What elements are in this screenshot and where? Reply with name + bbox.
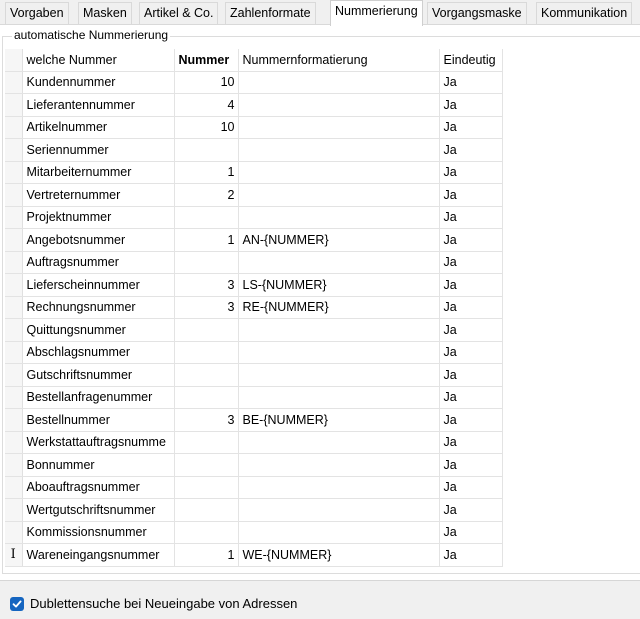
row-header[interactable]	[5, 521, 22, 544]
column-header-eindeutig[interactable]: Eindeutig	[439, 49, 502, 71]
row-header-corner	[5, 49, 22, 71]
tab-strip	[0, 0, 640, 25]
table-row[interactable]	[5, 409, 502, 432]
cell-eindeutig[interactable]: Ja	[439, 431, 502, 454]
cell-eindeutig[interactable]: Ja	[439, 184, 502, 207]
duplicate-search-label[interactable]: Dublettensuche bei Neueingabe von Adressen	[30, 596, 298, 611]
cell-eindeutig[interactable]: Ja	[439, 341, 502, 364]
cell-nummernformatierung[interactable]: LS-{NUMMER}	[238, 274, 439, 297]
table-row[interactable]	[5, 499, 502, 522]
cell-nummernformatierung[interactable]	[238, 161, 439, 184]
table-row[interactable]	[5, 94, 502, 117]
row-header[interactable]	[5, 94, 22, 117]
tab-vorgaben[interactable]: Vorgaben	[5, 2, 69, 24]
cell-nummer[interactable]	[174, 139, 238, 162]
cell-eindeutig[interactable]: Ja	[439, 544, 502, 567]
cell-nummernformatierung[interactable]: AN-{NUMMER}	[238, 229, 439, 252]
numbering-grid[interactable]	[5, 49, 503, 567]
table-row[interactable]	[5, 161, 502, 184]
table-row[interactable]	[5, 71, 502, 94]
cell-eindeutig[interactable]: Ja	[439, 206, 502, 229]
table-row[interactable]	[5, 229, 502, 252]
cell-nummer[interactable]: 1	[174, 161, 238, 184]
table-row[interactable]	[5, 251, 502, 274]
cell-eindeutig[interactable]: Ja	[439, 274, 502, 297]
cell-nummer[interactable]: 3	[174, 274, 238, 297]
cell-nummernformatierung[interactable]	[238, 319, 439, 342]
table-row[interactable]	[5, 206, 502, 229]
cell-eindeutig[interactable]: Ja	[439, 296, 502, 319]
cell-eindeutig[interactable]: Ja	[439, 319, 502, 342]
cell-welche-nummer[interactable]: Bestellnummer	[22, 409, 174, 432]
row-header[interactable]	[5, 206, 22, 229]
row-header[interactable]	[5, 409, 22, 432]
cell-nummernformatierung[interactable]	[238, 94, 439, 117]
cell-welche-nummer[interactable]: Mitarbeiternummer	[22, 161, 174, 184]
cell-welche-nummer[interactable]: Aboauftragsnummer	[22, 476, 174, 499]
table-row[interactable]	[5, 116, 502, 139]
cell-eindeutig[interactable]: Ja	[439, 499, 502, 522]
cell-nummer[interactable]	[174, 364, 238, 387]
cell-welche-nummer[interactable]: Quittungsnummer	[22, 319, 174, 342]
cell-nummer[interactable]: 1	[174, 544, 238, 567]
table-row[interactable]	[5, 341, 502, 364]
cell-nummer[interactable]: 10	[174, 71, 238, 94]
row-header[interactable]	[5, 184, 22, 207]
row-header[interactable]	[5, 251, 22, 274]
cell-welche-nummer[interactable]: Seriennummer	[22, 139, 174, 162]
column-header-nummer[interactable]: Nummer	[174, 49, 238, 71]
table-row[interactable]	[5, 364, 502, 387]
cell-eindeutig[interactable]: Ja	[439, 71, 502, 94]
cell-welche-nummer[interactable]: Werkstattauftragsnumme	[22, 431, 174, 454]
cell-eindeutig[interactable]: Ja	[439, 139, 502, 162]
tab-kommunikation[interactable]: Kommunikation	[536, 2, 632, 24]
row-header[interactable]	[5, 71, 22, 94]
row-header[interactable]	[5, 386, 22, 409]
checkmark-icon	[12, 599, 22, 609]
cell-nummer[interactable]	[174, 206, 238, 229]
cell-welche-nummer[interactable]: Wertgutschriftsnummer	[22, 499, 174, 522]
table-row[interactable]	[5, 521, 502, 544]
cell-nummer[interactable]: 1	[174, 229, 238, 252]
cell-nummer[interactable]: 4	[174, 94, 238, 117]
cell-nummernformatierung[interactable]	[238, 341, 439, 364]
cell-nummer[interactable]: 2	[174, 184, 238, 207]
cell-nummernformatierung[interactable]	[238, 206, 439, 229]
cell-nummernformatierung[interactable]	[238, 476, 439, 499]
cell-welche-nummer[interactable]: Wareneingangsnummer	[22, 544, 174, 567]
cell-nummer[interactable]: 3	[174, 409, 238, 432]
table-row[interactable]	[5, 274, 502, 297]
cell-eindeutig[interactable]: Ja	[439, 94, 502, 117]
cell-nummernformatierung[interactable]: WE-{NUMMER}	[238, 544, 439, 567]
table-row[interactable]	[5, 386, 502, 409]
cell-nummer[interactable]	[174, 499, 238, 522]
cell-eindeutig[interactable]: Ja	[439, 521, 502, 544]
cell-nummernformatierung[interactable]	[238, 251, 439, 274]
cell-eindeutig[interactable]: Ja	[439, 409, 502, 432]
cell-welche-nummer[interactable]: Projektnummer	[22, 206, 174, 229]
cell-nummer[interactable]	[174, 386, 238, 409]
cell-welche-nummer[interactable]: Rechnungsnummer	[22, 296, 174, 319]
cell-welche-nummer[interactable]: Vertreternummer	[22, 184, 174, 207]
cell-eindeutig[interactable]: Ja	[439, 116, 502, 139]
tab-nummerierung[interactable]: Nummerierung	[330, 0, 423, 26]
row-header[interactable]	[5, 161, 22, 184]
cell-eindeutig[interactable]: Ja	[439, 476, 502, 499]
table-row[interactable]	[5, 296, 502, 319]
cell-welche-nummer[interactable]: Angebotsnummer	[22, 229, 174, 252]
row-header[interactable]	[5, 274, 22, 297]
cell-nummer[interactable]	[174, 431, 238, 454]
cell-nummernformatierung[interactable]	[238, 364, 439, 387]
cell-nummernformatierung[interactable]	[238, 454, 439, 477]
cell-welche-nummer[interactable]: Abschlagsnummer	[22, 341, 174, 364]
cell-welche-nummer[interactable]: Kundennummer	[22, 71, 174, 94]
row-header[interactable]	[5, 364, 22, 387]
table-row[interactable]	[5, 454, 502, 477]
grid-header-row	[5, 49, 502, 71]
cell-nummer[interactable]	[174, 341, 238, 364]
cell-nummernformatierung[interactable]	[238, 116, 439, 139]
row-header[interactable]	[5, 139, 22, 162]
cell-nummernformatierung[interactable]	[238, 184, 439, 207]
cell-welche-nummer[interactable]: Bonnummer	[22, 454, 174, 477]
duplicate-search-checkbox[interactable]	[10, 597, 24, 611]
row-header[interactable]	[5, 499, 22, 522]
cell-eindeutig[interactable]: Ja	[439, 364, 502, 387]
cell-eindeutig[interactable]: Ja	[439, 251, 502, 274]
row-header[interactable]	[5, 229, 22, 252]
cell-nummer[interactable]	[174, 521, 238, 544]
cell-nummer[interactable]: 10	[174, 116, 238, 139]
cell-welche-nummer[interactable]: Bestellanfragenummer	[22, 386, 174, 409]
cell-nummernformatierung[interactable]	[238, 71, 439, 94]
cell-nummer[interactable]	[174, 476, 238, 499]
table-row[interactable]	[5, 476, 502, 499]
cell-nummer[interactable]	[174, 319, 238, 342]
cell-nummernformatierung[interactable]	[238, 521, 439, 544]
row-header[interactable]	[5, 476, 22, 499]
column-header-welche-nummer[interactable]: welche Nummer	[22, 49, 174, 71]
cell-nummer[interactable]	[174, 251, 238, 274]
table-row[interactable]	[5, 319, 502, 342]
cell-welche-nummer[interactable]: Lieferscheinnummer	[22, 274, 174, 297]
cell-welche-nummer[interactable]: Gutschriftsnummer	[22, 364, 174, 387]
row-header[interactable]	[5, 296, 22, 319]
cell-nummernformatierung[interactable]	[238, 499, 439, 522]
row-header[interactable]	[5, 116, 22, 139]
cell-welche-nummer[interactable]: Artikelnummer	[22, 116, 174, 139]
cell-eindeutig[interactable]: Ja	[439, 229, 502, 252]
tab-vorgangsmaske[interactable]: Vorgangsmaske	[427, 2, 527, 24]
tab-artikel[interactable]: Artikel & Co.	[139, 2, 218, 24]
table-row[interactable]	[5, 544, 502, 567]
row-header[interactable]	[5, 431, 22, 454]
table-row[interactable]	[5, 431, 502, 454]
group-title: automatische Nummerierung	[14, 28, 169, 42]
cell-nummernformatierung[interactable]	[238, 431, 439, 454]
cell-welche-nummer[interactable]: Auftragsnummer	[22, 251, 174, 274]
table-row[interactable]	[5, 184, 502, 207]
table-row[interactable]	[5, 139, 502, 162]
cell-welche-nummer[interactable]: Lieferantennummer	[22, 94, 174, 117]
cell-nummernformatierung[interactable]: RE-{NUMMER}	[238, 296, 439, 319]
row-header[interactable]: I	[5, 544, 22, 567]
cell-nummer[interactable]	[174, 454, 238, 477]
cell-nummernformatierung[interactable]: BE-{NUMMER}	[238, 409, 439, 432]
row-header[interactable]	[5, 454, 22, 477]
cell-eindeutig[interactable]: Ja	[439, 161, 502, 184]
column-header-nummernformatierung[interactable]: Nummernformatierung	[238, 49, 439, 71]
cell-nummernformatierung[interactable]	[238, 139, 439, 162]
tab-zahlenformate[interactable]: Zahlenformate	[225, 2, 316, 24]
tab-masken[interactable]: Masken	[78, 2, 132, 24]
cell-nummer[interactable]: 3	[174, 296, 238, 319]
cell-welche-nummer[interactable]: Kommissionsnummer	[22, 521, 174, 544]
row-header[interactable]	[5, 341, 22, 364]
cell-eindeutig[interactable]: Ja	[439, 386, 502, 409]
row-header[interactable]	[5, 319, 22, 342]
cell-eindeutig[interactable]: Ja	[439, 454, 502, 477]
cell-nummernformatierung[interactable]	[238, 386, 439, 409]
